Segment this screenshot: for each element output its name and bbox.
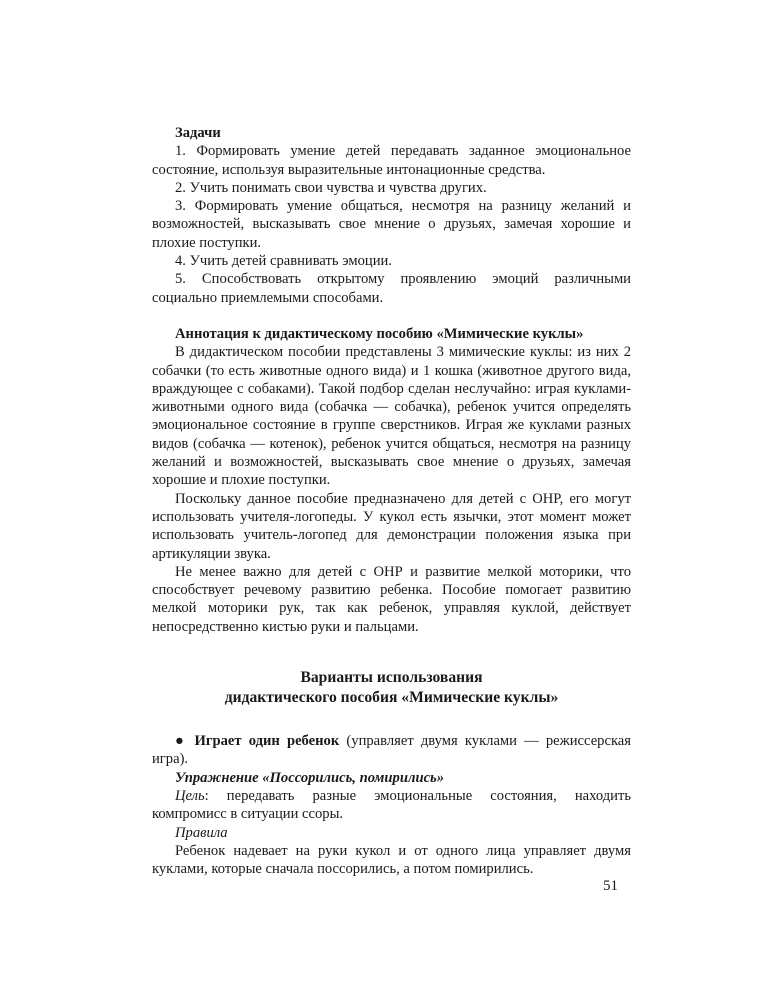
- annotation-paragraph-2: Поскольку данное пособие предназначено для детей с ОНР, его могут использовать учителя-логопеды. У кукол есть язычки, этот момент может использовать учитель-логопед для демонстрации положения языка при артикуляции звука.: [152, 490, 631, 562]
- task-item-4: 4. Учить детей сравнивать эмоции.: [175, 253, 392, 270]
- tasks-heading: Задачи: [175, 125, 221, 141]
- section-title-line-1: Варианты использования: [300, 669, 483, 687]
- section-title-line-2: дидактического пособия «Мимические куклы»: [224, 689, 559, 707]
- task-item-5: 5. Способствовать открытому проявлению эмоций различными социально приемлемыми способами.: [152, 271, 631, 306]
- bullet-icon: ●: [175, 733, 188, 750]
- goal-line: [152, 787, 631, 824]
- annotation-paragraph-1: В дидактическом пособии представлены 3 мимические куклы: из них 2 собачки (то есть животные одного вида) и 1 кошка (животное другого вида, враждующее с собаками). Такой подбор сделан неслучайно: играя куклами-животными одного вида (собачка — собачка), ребенок учится определять эмоциональное состояние в группе сверстников. Играя же куклами разных видов (собачка — котенок), ребенок учится общаться, несмотря на разницу желаний и возможностей, высказывать свое мнение о друзьях, замечая хорошие и плохие поступки.: [152, 344, 631, 489]
- task-item-1: 1. Формировать умение детей передавать заданное эмоциональное состояние, используя выразительные интонационные средства.: [152, 143, 631, 178]
- spacer: [152, 708, 631, 732]
- play-mode-label: Играет один ребенок: [194, 733, 340, 750]
- page-number: 51: [603, 878, 618, 894]
- rules-label-line: [152, 824, 631, 842]
- exercise-title: [152, 769, 631, 787]
- spacer: [152, 636, 631, 668]
- task-item-3: 3. Формировать умение общаться, несмотря на разницу желаний и возможностей, высказывать свое мнение о друзьях, замечая хорошие и плохие поступки.: [152, 198, 631, 251]
- page-body: [152, 124, 631, 878]
- exercise-title-text: Упражнение «Поссорились, помирились»: [175, 769, 445, 786]
- annotation-heading: Аннотация к дидактическому пособию «Мимические куклы»: [175, 325, 584, 342]
- rules-text: Ребенок надевает на руки кукол и от одного лица управляет двумя куклами, которые сначала поссорились, а потом помирились.: [152, 842, 631, 878]
- goal-text: : передавать разные эмоциональные состояния, находить компромисс в ситуации ссоры.: [152, 787, 631, 823]
- spacer: [152, 307, 631, 325]
- play-mode-line: [152, 732, 631, 769]
- play-mode-description: (управляет двумя куклами — режиссерская игра).: [152, 733, 632, 768]
- task-item-2: 2. Учить понимать свои чувства и чувства других.: [175, 179, 487, 196]
- rules-label: Правила: [175, 824, 228, 841]
- annotation-paragraph-3: Не менее важно для детей с ОНР и развитие мелкой моторики, что способствует речевому развитию ребенка. Пособие помогает развитию мелкой моторики рук, так как ребенок, управляя куклой, действует непосредственно кистью руки и пальцами.: [152, 563, 631, 635]
- goal-label: Цель: [175, 787, 205, 804]
